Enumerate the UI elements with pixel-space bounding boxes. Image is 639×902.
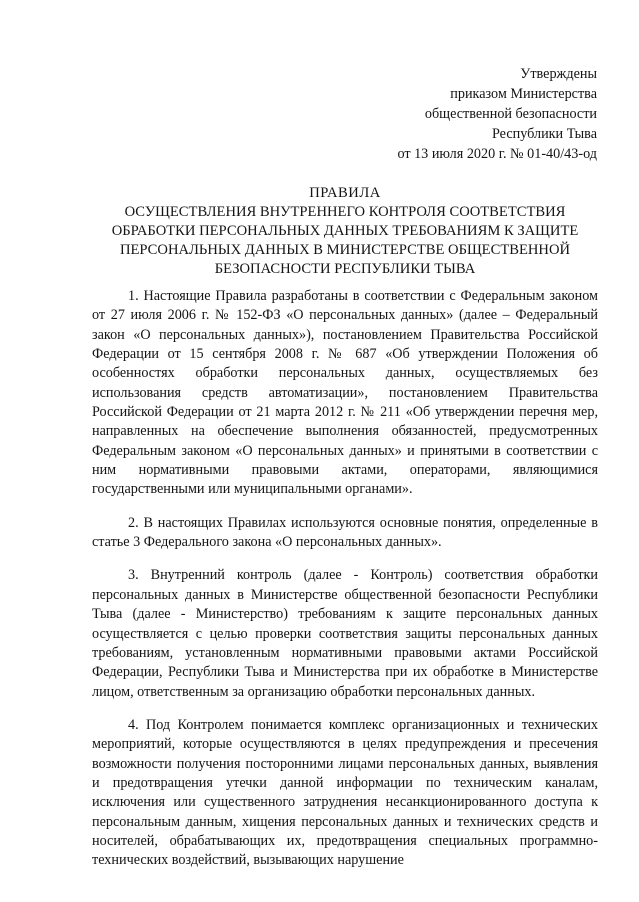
paragraph-2: 2. В настоящих Правилах используются основные понятия, определенные в статье 3 Федерального закона «О персональных данных». — [92, 514, 598, 551]
approval-line-approved: Утверждены — [520, 66, 597, 82]
approval-line-order: приказом Министерства — [450, 86, 597, 102]
title-line-4: БЕЗОПАСНОСТИ РЕСПУБЛИКИ ТЫВА — [214, 261, 476, 277]
title-line-2: ОБРАБОТКИ ПЕРСОНАЛЬНЫХ ДАННЫХ ТРЕБОВАНИЯМ К ЗАЩИТЕ — [111, 223, 579, 239]
paragraph-1: 1. Настоящие Правила разработаны в соответствии с Федеральным законом от 27 июля 2006 г. № 152-ФЗ «О персональных данных» (далее – Федеральный закон «О персональных данных»), постановлением Правительства Российской Федерации от 15 сентября 2008 г. № 687 «Об утверждении Положения об особенностях обработки персональных данных, осуществляемых без использования средств автоматизации», постановлением Правительства Российской Федерации от 21 марта 2012 г. № 211 «Об утверждении перечня мер, направленных на обеспечение выполнения обязанностей, предусмотренных Федеральным законом «О персональных данных» и принятыми в соответствии с ним нормативными правовыми актами, операторами, являющимися государственными или муниципальными органами». — [92, 288, 598, 498]
document-body — [92, 287, 598, 871]
approval-line-republic: Республики Тыва — [491, 126, 597, 142]
document-title — [90, 184, 600, 279]
approval-line-date-number: от 13 июля 2020 г. № 01-40/43-од — [397, 146, 597, 162]
paragraph-4: 4. Под Контролем понимается комплекс организационных и технических мероприятий, которые осуществляются в целях предупреждения и пресечения возможности получения посторонними лицами персональных данных, выявления и предотвращения утечки данной информации по техническим каналам, исключения или существенного затруднения несанкционированного доступа к персональным данным, хищения персональных данных и технических средств и носителей, обрабатывающих их, предотвращения специальных программно-технических воздействий, вызывающих нарушение — [92, 716, 598, 869]
paragraph-3: 3. Внутренний контроль (далее - Контроль) соответствия обработки персональных данных в Министерстве общественной безопасности Республики Тыва (далее - Министерство) требованиям к защите персональных данных осуществляется с целью проверки соответствия защиты персональных данных требованиям, установленным нормативными правовыми актами Российской Федерации, Республики Тыва и Министерства при их обработке в Министерстве лицом, ответственным за организацию обработки персональных данных. — [92, 567, 598, 700]
approval-line-ministry: общественной безопасности — [424, 106, 597, 122]
title-line-1: ОСУЩЕСТВЛЕНИЯ ВНУТРЕННЕГО КОНТРОЛЯ СООТВЕТСТВИЯ — [124, 204, 566, 220]
approval-stamp-block — [397, 64, 597, 164]
title-heading: ПРАВИЛА — [309, 185, 381, 201]
title-line-3: ПЕРСОНАЛЬНЫХ ДАННЫХ В МИНИСТЕРСТВЕ ОБЩЕСТВЕННОЙ — [119, 242, 571, 258]
